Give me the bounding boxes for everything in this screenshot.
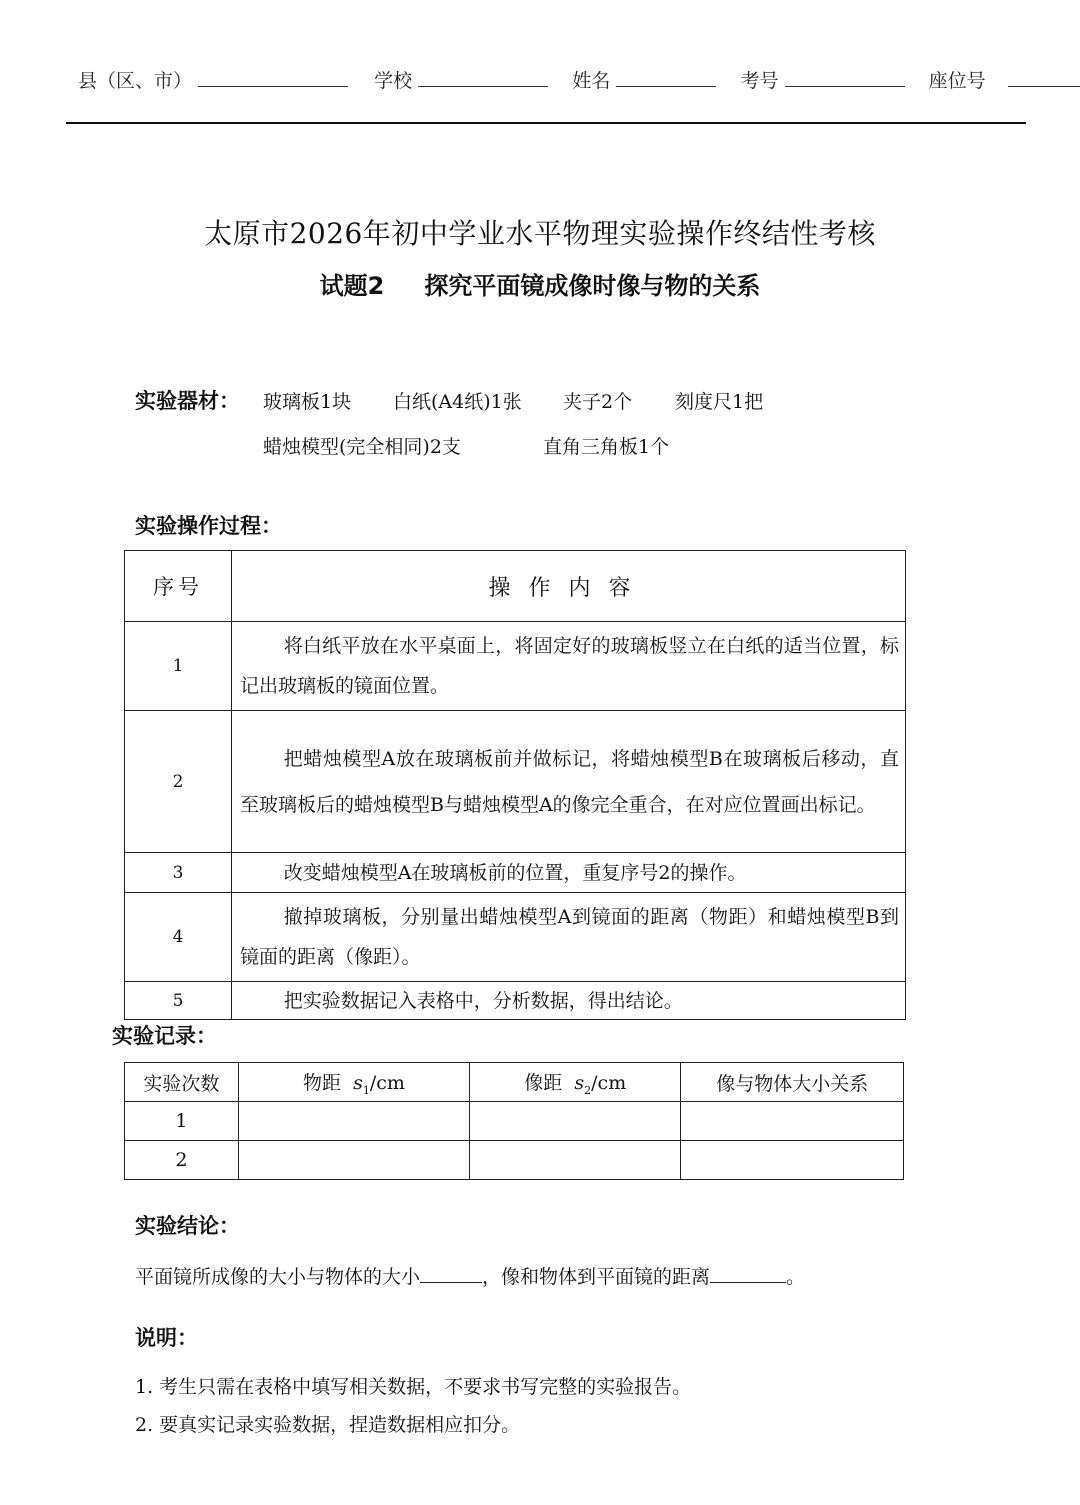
question-number: 试题2 xyxy=(319,272,385,300)
column-header: 序号 xyxy=(125,551,232,622)
procedure-label: 实验操作过程： xyxy=(135,514,282,538)
equipment-row-2 xyxy=(263,432,669,459)
record-label: 实验记录： xyxy=(112,1024,217,1048)
county-label: 县（区、市） xyxy=(78,70,193,92)
record-table xyxy=(124,1062,904,1180)
exam-number-field[interactable] xyxy=(785,70,905,87)
trial-number: 2 xyxy=(125,1141,239,1180)
table-row xyxy=(125,711,906,853)
object-distance-label: 物距 xyxy=(302,1071,341,1094)
procedure-table xyxy=(124,550,906,1020)
column-header: 像与物体大小关系 xyxy=(681,1063,904,1102)
notes-label: 说明： xyxy=(135,1326,198,1350)
table-row xyxy=(125,893,906,982)
step-number: 4 xyxy=(125,893,232,982)
step-text: 把蜡烛模型A放在玻璃板前并做标记，将蜡烛模型B在玻璃板后移动，直至玻璃板后的蜡烛模型B与蜡烛模型A的像完全重合，在对应位置画出标记。 xyxy=(232,711,906,853)
name-field[interactable] xyxy=(616,70,716,87)
equipment-row-1 xyxy=(263,387,763,414)
size-relation-cell[interactable] xyxy=(681,1102,904,1141)
conclusion-label: 实验结论： xyxy=(135,1214,240,1238)
equipment-item: 蜡烛模型(完全相同)2支 xyxy=(263,436,461,458)
conclusion-part-1: 平面镜所成像的大小与物体的大小 xyxy=(135,1266,421,1288)
note-item: 1. 考生只需在表格中填写相关数据，不要求书写完整的实验报告。 xyxy=(135,1376,692,1398)
table-row xyxy=(125,1141,904,1180)
step-text: 将白纸平放在水平桌面上，将固定好的玻璃板竖立在白纸的适当位置，标记出玻璃板的镜面位置。 xyxy=(232,622,906,711)
step-text: 把实验数据记入表格中，分析数据，得出结论。 xyxy=(232,982,906,1020)
page-title: 太原市2026年初中学业水平物理实验操作终结性考核 xyxy=(204,217,876,250)
exam-number-label: 考号 xyxy=(740,70,779,92)
name-label: 姓名 xyxy=(572,70,611,92)
object-distance-subscript: 1 xyxy=(362,1083,370,1097)
column-header-image-distance xyxy=(470,1063,681,1102)
question-subtitle xyxy=(0,266,1080,301)
image-distance-symbol: s xyxy=(574,1071,585,1094)
trial-number: 1 xyxy=(125,1102,239,1141)
seat-field[interactable] xyxy=(1008,70,1080,87)
image-distance-cell[interactable] xyxy=(470,1102,681,1141)
image-distance-cell[interactable] xyxy=(470,1141,681,1180)
table-row xyxy=(125,622,906,711)
image-distance-label: 像距 xyxy=(524,1071,563,1094)
equipment-item: 夹子2个 xyxy=(563,391,633,413)
equipment-item: 刻度尺1把 xyxy=(675,391,764,413)
exam-info-header xyxy=(78,66,1080,93)
column-header: 实验次数 xyxy=(125,1063,239,1102)
unit: /cm xyxy=(369,1071,405,1094)
equipment-item: 白纸(A4纸)1张 xyxy=(393,391,522,413)
conclusion-part-3: 。 xyxy=(786,1266,806,1288)
distance-blank[interactable] xyxy=(710,1266,786,1283)
column-header-object-distance xyxy=(238,1063,469,1102)
step-number: 5 xyxy=(125,982,232,1020)
equipment-item: 直角三角板1个 xyxy=(543,436,670,458)
school-field[interactable] xyxy=(418,70,548,87)
step-text: 改变蜡烛模型A在玻璃板前的位置，重复序号2的操作。 xyxy=(232,853,906,893)
conclusion-sentence xyxy=(135,1262,805,1289)
column-header: 操作内容 xyxy=(232,551,906,622)
size-relation-cell[interactable] xyxy=(681,1141,904,1180)
step-number: 3 xyxy=(125,853,232,893)
note-item: 2. 要真实记录实验数据，捏造数据相应扣分。 xyxy=(135,1414,521,1436)
record-header-row xyxy=(125,1063,904,1102)
image-distance-subscript: 2 xyxy=(584,1083,592,1097)
table-row xyxy=(125,853,906,893)
conclusion-part-2: ，像和物体到平面镜的距离 xyxy=(482,1266,711,1288)
header-divider xyxy=(66,122,1026,124)
table-row xyxy=(125,1102,904,1141)
school-label: 学校 xyxy=(374,70,413,92)
procedure-header-row xyxy=(125,551,906,622)
object-distance-cell[interactable] xyxy=(238,1102,469,1141)
unit: /cm xyxy=(591,1071,627,1094)
table-row xyxy=(125,982,906,1020)
question-topic: 探究平面镜成像时像与物的关系 xyxy=(424,272,761,300)
object-distance-cell[interactable] xyxy=(238,1141,469,1180)
step-text: 撤掉玻璃板，分别量出蜡烛模型A到镜面的距离（物距）和蜡烛模型B到镜面的距离（像距）。 xyxy=(232,893,906,982)
step-number: 2 xyxy=(125,711,232,853)
size-blank[interactable] xyxy=(420,1266,482,1283)
seat-label: 座位号 xyxy=(928,70,986,92)
step-number: 1 xyxy=(125,622,232,711)
equipment-label: 实验器材： xyxy=(135,389,240,413)
object-distance-symbol: s xyxy=(353,1071,363,1094)
equipment-item: 玻璃板1块 xyxy=(263,391,352,413)
county-field[interactable] xyxy=(198,70,348,87)
